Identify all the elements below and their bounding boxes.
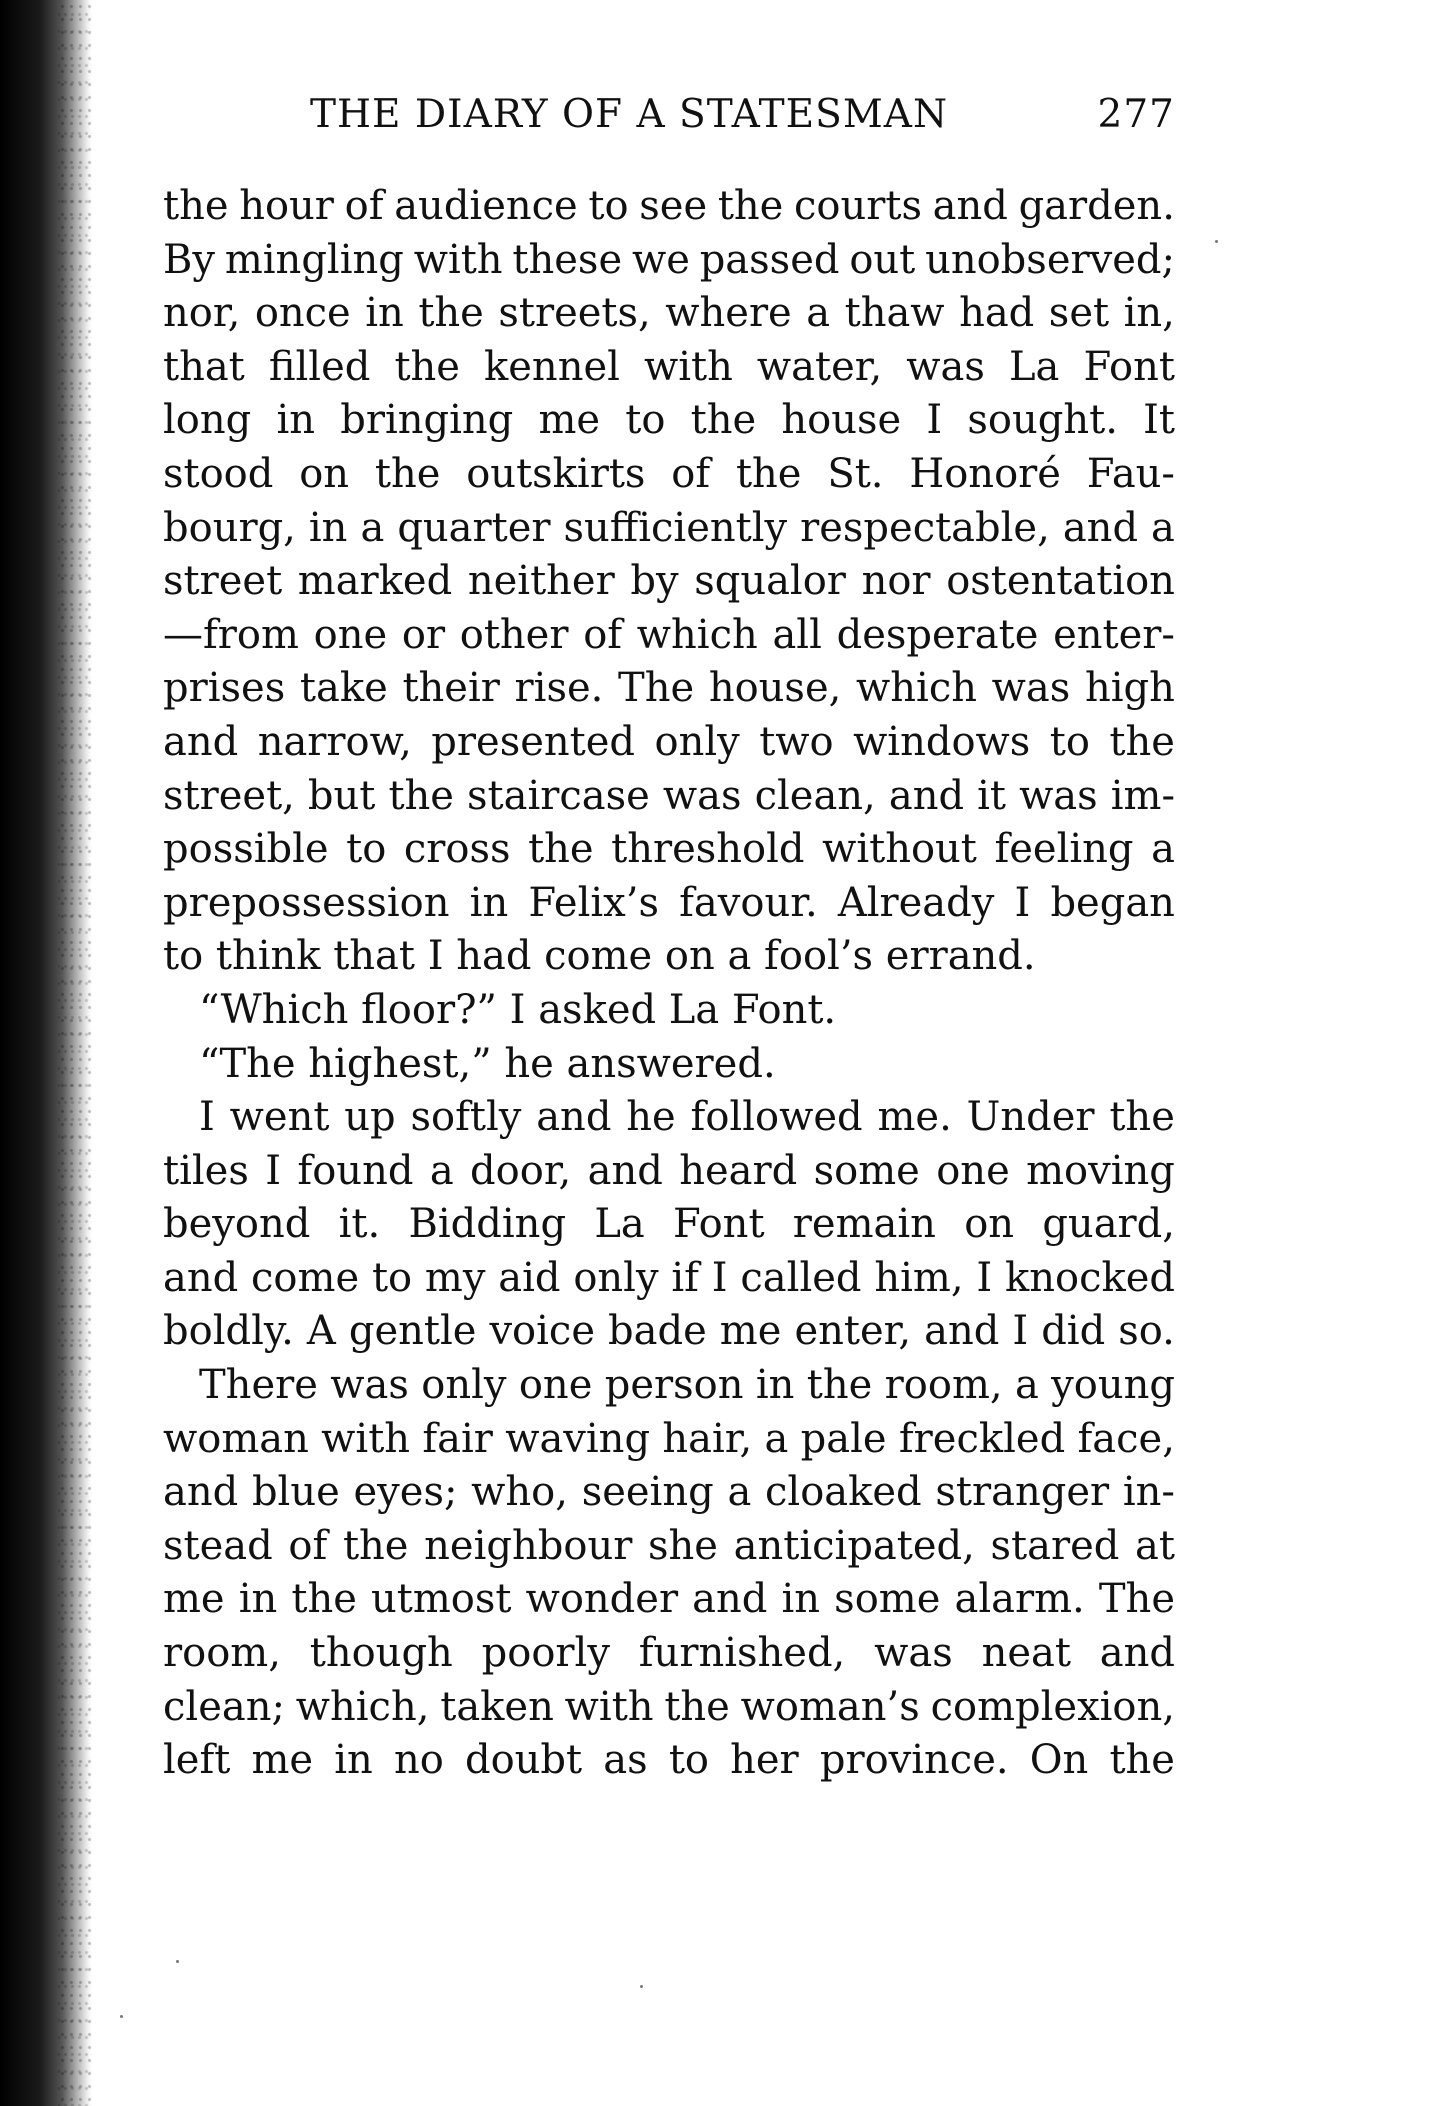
text-word: door, [470, 1147, 572, 1194]
text-word: the [388, 772, 454, 819]
text-line [163, 448, 1175, 502]
text-word: and [163, 1254, 239, 1301]
text-word: other [459, 611, 569, 658]
text-word: bringing [340, 397, 514, 444]
text-word: the [394, 343, 460, 390]
text-word: I [265, 1147, 282, 1194]
text-word: the [374, 450, 441, 497]
text-word: enter, [794, 1308, 912, 1355]
text-word: It [1143, 397, 1175, 444]
text-word: alarm. [954, 1576, 1085, 1623]
text-word: softly [410, 1094, 522, 1141]
text-word: eyes; [353, 1469, 458, 1516]
text-word: see [639, 183, 708, 229]
text-word: courts [794, 183, 922, 229]
text-word: did [1041, 1308, 1106, 1355]
text-word: followed [690, 1094, 863, 1141]
text-line [163, 1681, 1175, 1735]
text-line [163, 1305, 1175, 1359]
text-word: without [822, 826, 977, 873]
text-word: house [781, 397, 902, 444]
text-word: beyond [163, 1201, 311, 1248]
text-word: stared [990, 1522, 1120, 1569]
text-word: come [251, 1254, 360, 1301]
text-word: staircase [467, 772, 650, 819]
text-word: of [583, 611, 623, 658]
text-word: by [630, 558, 679, 605]
text-word: but [307, 772, 376, 819]
text-word: one [936, 1147, 1010, 1194]
text-word: called [740, 1254, 862, 1301]
text-word: my [424, 1254, 486, 1301]
text-word: woman’s [740, 1683, 920, 1730]
text-word: to [371, 1254, 413, 1301]
text-word: outskirts [466, 450, 646, 497]
text-word: neighbour [424, 1522, 633, 1569]
text-word: and [1062, 504, 1139, 551]
page-number: 277 [1097, 92, 1175, 137]
text-word: hair, [662, 1415, 753, 1462]
text-word: only [573, 1254, 659, 1301]
text-word: streets, [498, 290, 651, 337]
text-line [163, 823, 1175, 877]
text-line-content: to think that I had come on a fool’s errand. [163, 933, 1036, 980]
gutter-speckle [58, 0, 92, 2106]
text-word: desperate [836, 611, 1039, 658]
text-word: and [587, 1147, 663, 1194]
text-word: moving [1026, 1147, 1175, 1194]
text-word: me. [877, 1094, 952, 1141]
text-word: the [717, 183, 784, 229]
text-word: I [1014, 879, 1031, 926]
text-word: neat [981, 1630, 1071, 1677]
text-word: who, [471, 1469, 568, 1516]
text-word: in- [1122, 1469, 1175, 1516]
text-word: in [238, 1576, 278, 1623]
text-word: and [888, 772, 965, 819]
text-word: threshold [611, 826, 805, 873]
text-word: a [727, 1469, 752, 1516]
text-word: unobserved; [925, 236, 1175, 283]
text-word: room, [884, 1362, 1003, 1409]
text-word: to [346, 826, 387, 873]
text-word: in [276, 397, 316, 444]
text-word: and [163, 1469, 239, 1516]
text-word: tiles [163, 1147, 249, 1194]
text-word: was [330, 1362, 409, 1409]
text-line [163, 1627, 1175, 1681]
text-word: house, [708, 665, 842, 712]
text-word: There [199, 1362, 318, 1409]
text-line [163, 1145, 1175, 1199]
text-line [163, 930, 1175, 984]
text-word: a [1151, 826, 1175, 873]
text-word: I [1012, 1308, 1029, 1355]
text-word: two [759, 718, 834, 765]
text-word: these [512, 236, 623, 283]
text-word: guard, [1042, 1201, 1175, 1248]
text-word: knocked [1004, 1254, 1175, 1301]
text-word: woman [163, 1415, 309, 1462]
text-line [163, 1359, 1175, 1413]
text-word: to [588, 183, 629, 229]
text-word: was [991, 665, 1071, 712]
text-word: me [719, 1308, 782, 1355]
text-word: he [626, 1094, 676, 1141]
text-word: stood [163, 450, 274, 497]
text-word: St. [827, 450, 884, 497]
text-word: doubt [464, 1737, 583, 1784]
text-line [163, 877, 1175, 931]
text-word: her [730, 1737, 799, 1784]
text-word: to [668, 1737, 709, 1784]
text-word: and [536, 1094, 612, 1141]
text-word: and [163, 718, 239, 765]
paper-speck [120, 2015, 123, 2018]
text-word: with [564, 1683, 654, 1730]
text-word: utmost [371, 1576, 512, 1623]
text-word: take [299, 665, 388, 712]
text-word: him, [874, 1254, 964, 1301]
text-word: the [1109, 1737, 1175, 1784]
text-word: on [299, 450, 350, 497]
text-word: passed [699, 236, 840, 283]
text-word: she [648, 1522, 718, 1569]
text-word: voice [489, 1308, 595, 1355]
text-word: Fau- [1086, 450, 1175, 497]
text-word: Honoré [909, 450, 1061, 497]
text-word: in [308, 504, 348, 551]
text-word: the [163, 183, 229, 229]
text-word: A [306, 1308, 336, 1355]
text-word: im- [1110, 772, 1175, 819]
text-word: wonder [525, 1576, 679, 1623]
text-word: was [1019, 772, 1098, 819]
text-word: marked [297, 558, 453, 605]
text-word: one [518, 1362, 593, 1409]
text-word: once [254, 290, 351, 337]
text-line [163, 555, 1175, 609]
text-word: out [849, 236, 916, 283]
text-word: Already [837, 879, 995, 926]
text-word: began [1050, 879, 1175, 926]
text-word: ostentation [946, 558, 1175, 605]
text-word: poorly [481, 1630, 610, 1677]
text-word: and [692, 1576, 768, 1623]
text-word: the [1109, 718, 1175, 765]
text-line-content: “Which floor?” I asked La Font. [199, 986, 837, 1033]
text-word: of [344, 183, 384, 229]
text-line [163, 716, 1175, 770]
text-word: freckled [898, 1415, 1066, 1462]
text-word: presented [431, 718, 636, 765]
body-text [163, 180, 1175, 1788]
text-word: stead [163, 1522, 273, 1569]
text-word: which, [295, 1683, 430, 1730]
text-word: person [604, 1362, 744, 1409]
text-word: me [163, 1576, 225, 1623]
text-word: only [421, 1362, 507, 1409]
text-word: young [1051, 1362, 1175, 1409]
text-word: remain [792, 1201, 936, 1248]
text-word: the [1109, 1094, 1175, 1141]
text-word: me [538, 397, 601, 444]
text-word: was [662, 772, 742, 819]
text-word: the [528, 826, 594, 873]
paper-speck [1215, 240, 1218, 243]
text-word: one [313, 611, 388, 658]
text-word: prepossession [163, 879, 450, 926]
text-word: Font [1083, 343, 1175, 390]
text-word: their [402, 665, 500, 712]
text-word: bourg, [163, 504, 296, 551]
text-word: neither [467, 558, 615, 605]
text-line [163, 502, 1175, 556]
text-word: a [1014, 1362, 1039, 1409]
text-word: pale [800, 1415, 887, 1462]
text-word: bade [608, 1308, 707, 1355]
text-word: rise. [514, 665, 604, 712]
text-word: and [1099, 1630, 1175, 1677]
text-line [163, 662, 1175, 716]
text-line [163, 1413, 1175, 1467]
text-word: I [926, 397, 943, 444]
text-word: the [418, 290, 484, 337]
text-word: in [781, 1576, 821, 1623]
text-line [163, 1091, 1175, 1145]
text-word: in [469, 879, 509, 926]
text-word: gentle [348, 1308, 477, 1355]
text-word: furnished, [638, 1630, 846, 1677]
text-word: and [924, 1308, 1000, 1355]
text-word: squalor [694, 558, 846, 605]
text-line-content: “The highest,” he answered. [199, 1040, 776, 1087]
text-word: face, [1077, 1415, 1175, 1462]
text-word: boldly. [163, 1308, 294, 1355]
text-word: taken [440, 1683, 554, 1730]
text-word: in [365, 290, 404, 337]
text-word: the [735, 450, 802, 497]
text-word: clean, [754, 772, 876, 819]
text-word: kennel [484, 343, 620, 390]
text-word: waving [505, 1415, 651, 1462]
text-word: clean; [163, 1683, 285, 1730]
text-word: audience [394, 183, 578, 229]
text-word: hour [239, 183, 334, 229]
text-word: favour. [679, 879, 818, 926]
text-line [163, 287, 1175, 341]
text-word: of [288, 1522, 328, 1569]
text-word: it. [338, 1201, 381, 1248]
text-line [163, 1038, 1175, 1092]
text-word: if [671, 1254, 699, 1301]
text-word: we [631, 236, 690, 283]
text-word: I [976, 1254, 993, 1301]
text-word: some [834, 1576, 941, 1623]
text-word: windows [853, 718, 1031, 765]
text-word: or [401, 611, 446, 658]
text-word: at [1135, 1522, 1175, 1569]
text-word: the [342, 1522, 409, 1569]
text-line [163, 1466, 1175, 1520]
text-word: so. [1118, 1308, 1175, 1355]
text-line [163, 770, 1175, 824]
text-word: sought. [967, 397, 1118, 444]
text-word: garden. [1018, 183, 1175, 229]
text-word: province. [819, 1737, 1009, 1784]
running-head: THE DIARY OF A STATESMAN [310, 92, 949, 137]
text-word: Felix’s [528, 879, 659, 926]
text-word: seeing [581, 1469, 714, 1516]
text-word: in [755, 1362, 795, 1409]
text-word: some [813, 1147, 920, 1194]
paper-speck [176, 1960, 179, 1963]
text-word: left [163, 1737, 231, 1784]
text-word: as [603, 1737, 648, 1784]
text-word: water, [756, 343, 883, 390]
text-word: that [163, 343, 245, 390]
text-word: Under [966, 1094, 1095, 1141]
text-word: aid [498, 1254, 561, 1301]
text-word: nor [861, 558, 931, 605]
text-word: blue [251, 1469, 340, 1516]
text-word: cloaked [765, 1469, 922, 1516]
text-word: the [690, 397, 757, 444]
text-line [163, 1734, 1175, 1788]
text-word: though [309, 1630, 453, 1677]
text-word: a [429, 1147, 454, 1194]
text-word: stranger [935, 1469, 1110, 1516]
text-word: complexion, [930, 1683, 1175, 1730]
text-word: with [413, 236, 503, 283]
text-word: a [764, 1415, 789, 1462]
text-line [163, 609, 1175, 663]
paper-speck [640, 1985, 643, 1988]
text-word: to [1049, 718, 1090, 765]
text-word: The [618, 665, 695, 712]
text-word: only [654, 718, 740, 765]
text-word: On [1029, 1737, 1089, 1784]
text-line [163, 341, 1175, 395]
text-word: high [1084, 665, 1175, 712]
text-word: it [977, 772, 1006, 819]
text-line [163, 234, 1175, 288]
text-word: which [856, 665, 977, 712]
text-line [163, 1573, 1175, 1627]
text-word: By [163, 236, 215, 283]
text-word: anticipated, [733, 1522, 975, 1569]
text-word: no [393, 1737, 444, 1784]
text-word: the [291, 1576, 357, 1623]
text-word: had [959, 290, 1035, 337]
text-word: the [664, 1683, 730, 1730]
text-word: La [1008, 343, 1060, 390]
text-word: I [199, 1094, 215, 1141]
text-line [163, 180, 1175, 234]
text-word: to [625, 397, 666, 444]
text-word: narrow, [257, 718, 412, 765]
text-word: me [251, 1737, 314, 1784]
page-header [165, 92, 1175, 150]
text-word: enter- [1053, 611, 1175, 658]
text-line [163, 1252, 1175, 1306]
text-word: long [163, 397, 252, 444]
text-word: cross [403, 826, 511, 873]
text-word: found [297, 1147, 414, 1194]
text-word: thaw [844, 290, 945, 337]
text-word: with [321, 1415, 411, 1462]
text-word: —from [163, 611, 299, 658]
text-line [163, 394, 1175, 448]
text-word: where [665, 290, 792, 337]
text-word: the [806, 1362, 873, 1409]
text-word: Bidding [408, 1201, 567, 1248]
text-line [163, 1198, 1175, 1252]
text-word: heard [679, 1147, 798, 1194]
text-word: street, [163, 772, 295, 819]
text-word: in [334, 1737, 373, 1784]
text-word: The [1098, 1576, 1175, 1623]
text-word: was [906, 343, 985, 390]
text-word: and [932, 183, 1008, 229]
text-line [163, 984, 1175, 1038]
text-word: with [643, 343, 733, 390]
text-word: all [772, 611, 822, 658]
text-word: respectable, [800, 504, 1050, 551]
text-word: mingling [224, 236, 404, 283]
text-word: a [806, 290, 831, 337]
text-word: went [229, 1094, 330, 1141]
text-word: feeling [994, 826, 1134, 873]
text-word: a [360, 504, 385, 551]
text-word: set [1048, 290, 1110, 337]
text-word: sufficiently [563, 504, 788, 551]
text-word: was [874, 1630, 953, 1677]
text-word: a [1151, 504, 1175, 551]
text-line [163, 1520, 1175, 1574]
text-word: possible [163, 826, 329, 873]
text-word: La [594, 1201, 645, 1248]
text-word: Font [673, 1201, 765, 1248]
text-word: quarter [397, 504, 551, 551]
text-word: on [964, 1201, 1015, 1248]
text-word: nor, [163, 290, 241, 337]
text-word: prises [163, 665, 286, 712]
text-word: which [636, 611, 758, 658]
text-word: of [671, 450, 711, 497]
text-word: filled [268, 343, 371, 390]
text-word: fair [422, 1415, 493, 1462]
text-word: up [344, 1094, 396, 1141]
text-word: street [163, 558, 283, 605]
text-word: I [711, 1254, 728, 1301]
text-word: in, [1123, 290, 1175, 337]
text-word: room, [163, 1630, 281, 1677]
